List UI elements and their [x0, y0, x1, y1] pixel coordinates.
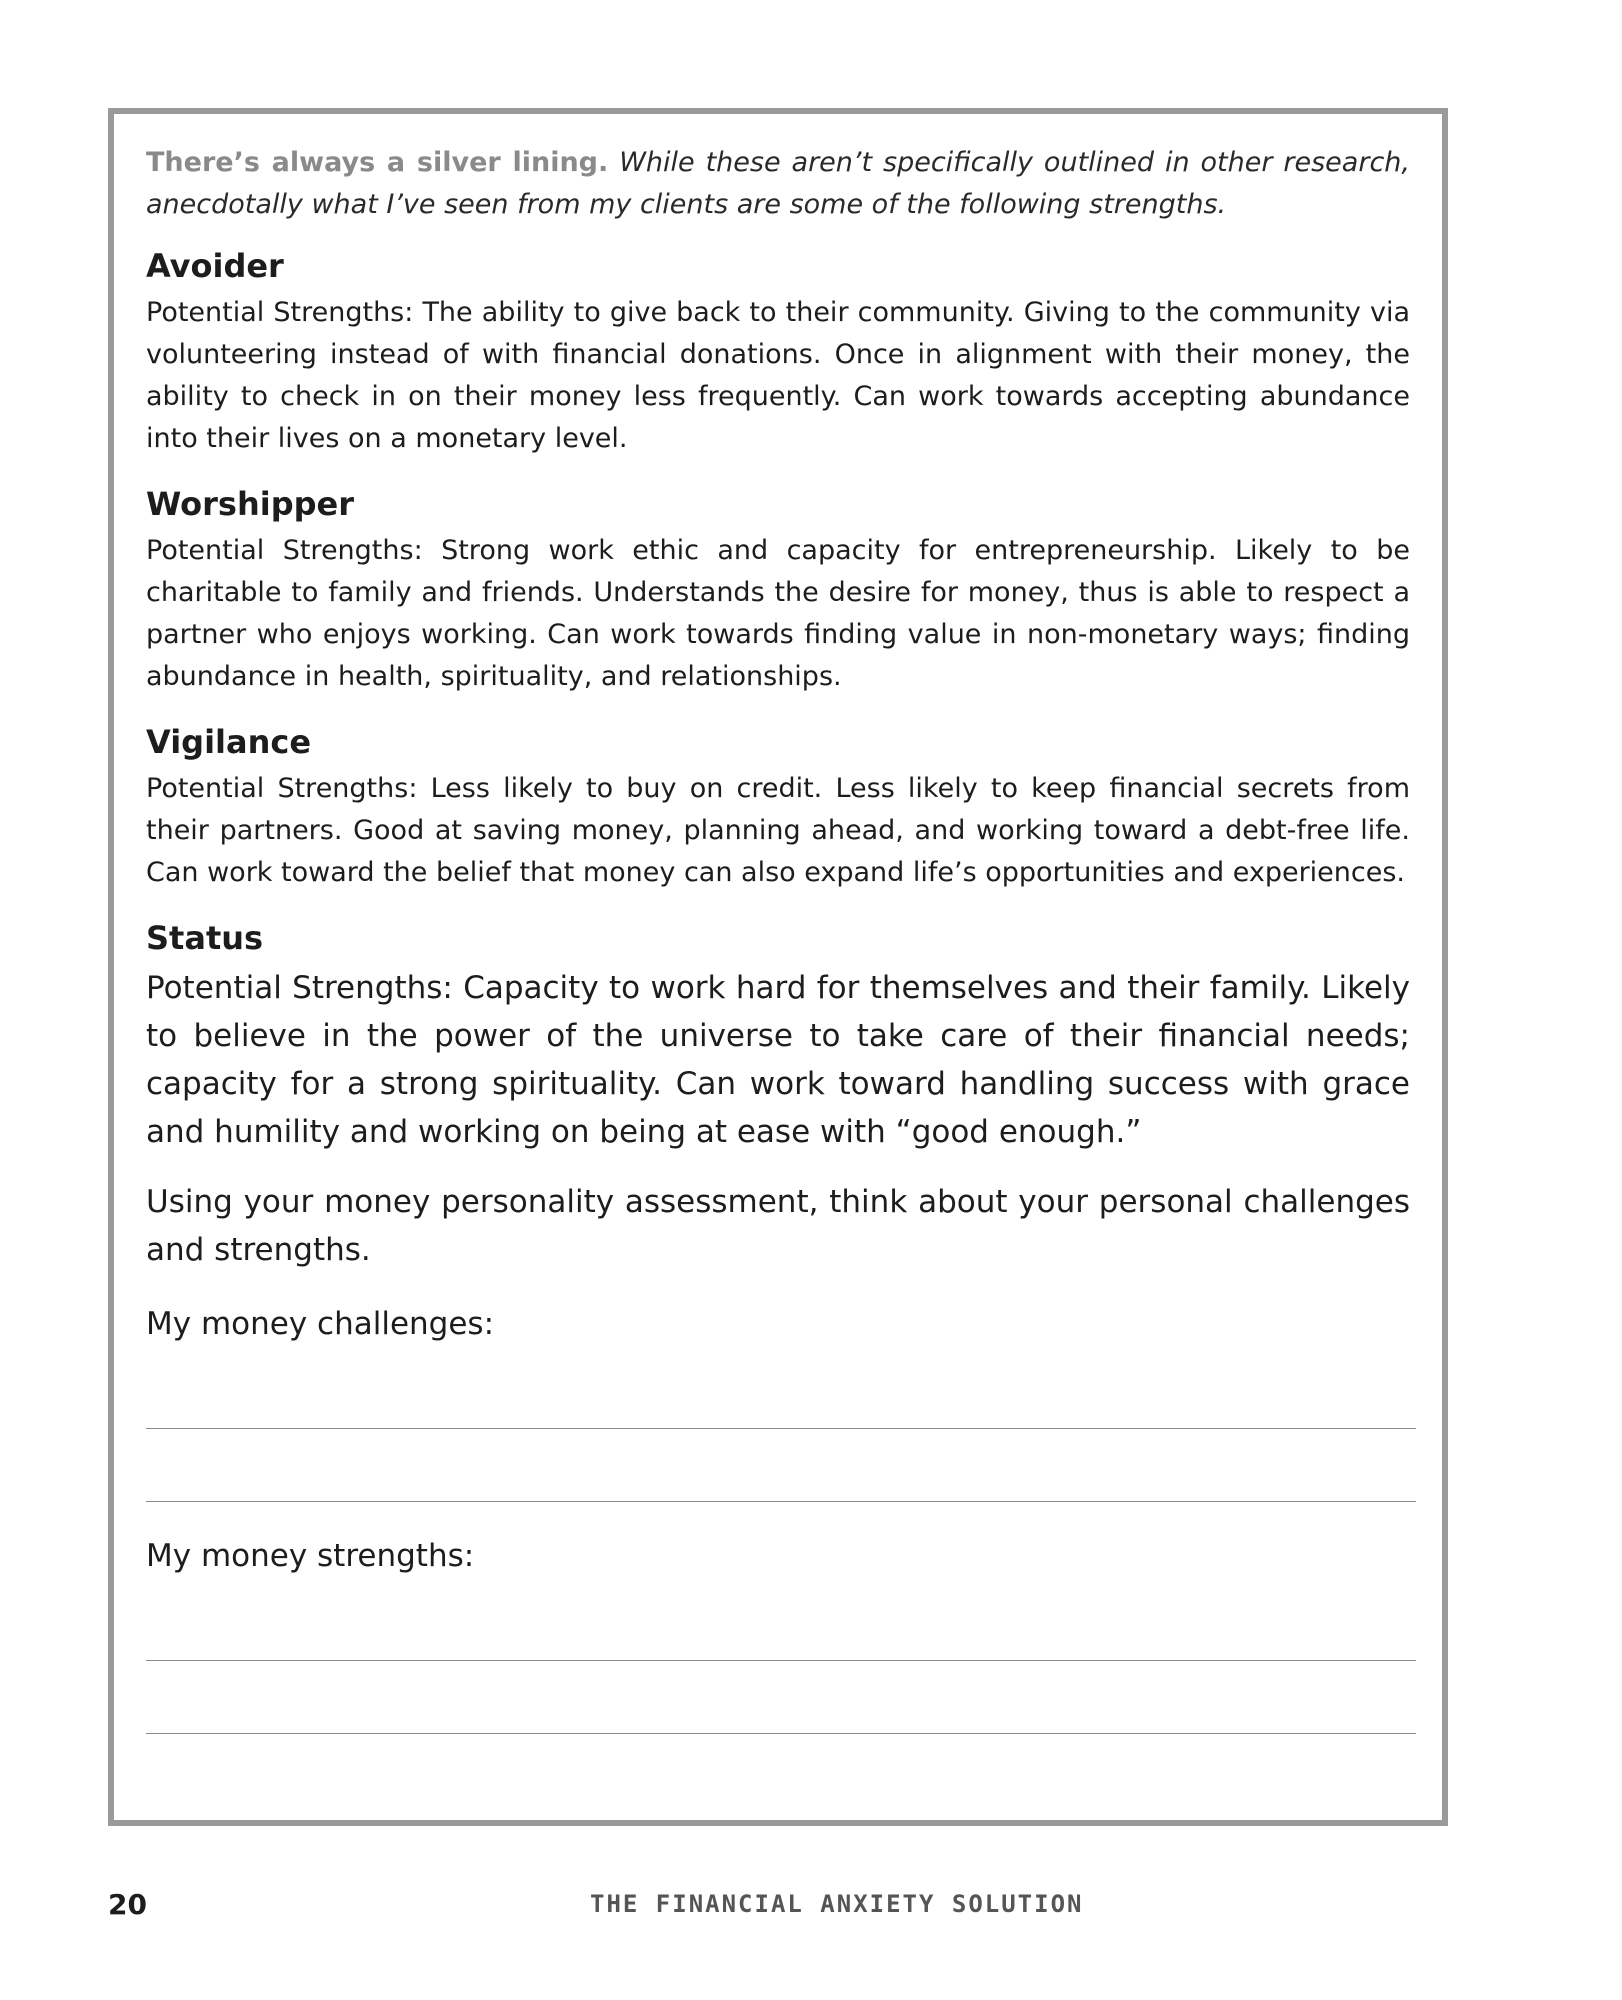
- intro-body: While these aren’t specifically outlined in other research, anecdotally what I’ve seen from my clients are some of the following strengths.: [146, 147, 1410, 220]
- running-title: THE FINANCIAL ANXIETY SOLUTION: [590, 1890, 1084, 1918]
- section-body: Potential Strengths: Strong work ethic and capacity for entrepreneurship. Likely to be charitable to family and friends. Understands the desire for money, thus is able to respect a partner who enjoys working. Can work towards finding value in non-monetary ways; finding abundance in health, spirituality, and relationships.: [146, 535, 1410, 692]
- challenges-line-2[interactable]: [146, 1429, 1416, 1502]
- section-body: Potential Strengths: Less likely to buy on credit. Less likely to keep financial secrets from their partners. Good at saving money, planning ahead, and working toward a debt-free life. Can work toward the belief that money can also expand life’s opportunities and experiences.: [146, 773, 1410, 888]
- page-footer: [0, 1888, 1622, 1932]
- challenges-write-area: [146, 1356, 1410, 1502]
- content-box: [108, 108, 1448, 1826]
- section-title: Worshipper: [146, 485, 355, 523]
- strengths-line-1[interactable]: [146, 1588, 1416, 1661]
- section-title: Vigilance: [146, 723, 312, 761]
- section-body: Potential Strengths: Capacity to work hard for themselves and their family. Likely to believe in the power of the universe to take care of their financial needs; capacity for a strong spirituality. Can work toward handling success with grace and humility and working on being at ease with “good enough.”: [146, 970, 1410, 1150]
- section-title: Avoider: [146, 247, 284, 285]
- section-worshipper: [146, 482, 1410, 698]
- section-title: Status: [146, 919, 264, 957]
- intro-lead: There’s always a silver lining.: [146, 147, 609, 178]
- assessment-prompt: Using your money personality assessment, think about your personal challenges and strengths.: [146, 1184, 1410, 1268]
- section-avoider: [146, 244, 1410, 460]
- section-body: Potential Strengths: The ability to give back to their community. Giving to the community via volunteering instead of with financial donations. Once in alignment with their money, the ability to check in on their money less frequently. Can work towards accepting abundance into their lives on a monetary level.: [146, 297, 1410, 454]
- challenges-line-1[interactable]: [146, 1356, 1416, 1429]
- strengths-write-area: [146, 1588, 1410, 1734]
- section-status: [146, 916, 1410, 1156]
- intro-paragraph: [146, 142, 1410, 226]
- section-vigilance: [146, 720, 1410, 894]
- page-number: 20: [108, 1888, 147, 1921]
- strengths-label: My money strengths:: [146, 1538, 475, 1574]
- strengths-line-2[interactable]: [146, 1661, 1416, 1734]
- challenges-label: My money challenges:: [146, 1306, 495, 1342]
